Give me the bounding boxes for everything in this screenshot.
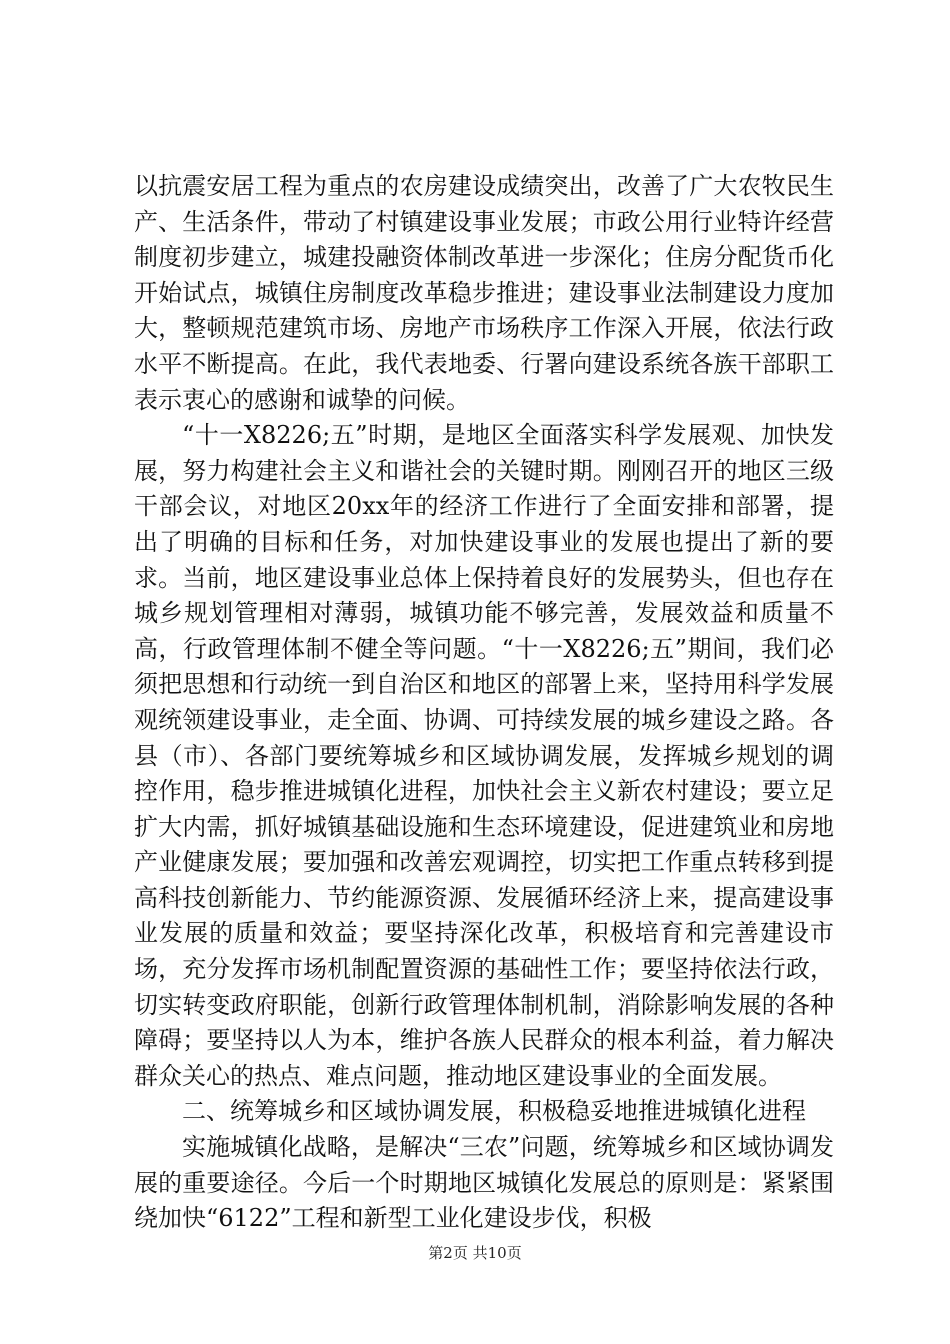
document-body <box>134 169 834 1237</box>
section-heading: 二、统筹城乡和区域协调发展，积极稳妥地推进城镇化进程 <box>182 1097 806 1126</box>
paragraph-urbanization: 实施城镇化战略，是解决“三农”问题，统筹城乡和区域协调发展的重要途径。今后一个时期地区城镇化发展总的原则是：紧紧围绕加快“6122”工程和新型工业化建设步伐，积极 <box>134 1133 834 1233</box>
page-number: 第2页 共10页 <box>428 1244 522 1262</box>
paragraph-continuation: 以抗震安居工程为重点的农房建设成绩突出，改善了广大农牧民生产、生活条件，带动了村镇建设事业发展；市政公用行业特许经营制度初步建立，城建投融资体制改革进一步深化；住房分配货币化开始试点，城镇住房制度改革稳步推进；建设事业法制建设力度加大，整顿规范建筑市场、房地产市场秩序工作深入开展，依法行政水平不断提高。在此，我代表地委、行署向建设系统各族干部职工表示衷心的感谢和诚挚的问候。 <box>134 172 834 414</box>
paragraph-five-year-plan: “十一X8226;五”时期，是地区全面落实科学发展观、加快发展，努力构建社会主义和谐社会的关键时期。刚刚召开的地区三级干部会议，对地区20xx年的经济工作进行了全面安排和部署，提出了明确的目标和任务，对加快建设事业的发展也提出了新的要求。当前，地区建设事业总体上保持着良好的发展势头，但也存在城乡规划管理相对薄弱，城镇功能不够完善，发展效益和质量不高，行政管理体制不健全等问题。“十一X8226;五”期间，我们必须把思想和行动统一到自治区和地区的部署上来，坚持用科学发展观统领建设事业，走全面、协调、可持续发展的城乡建设之路。各县（市）、各部门要统筹城乡和区域协调发展，发挥城乡规划的调控作用，稳步推进城镇化进程，加快社会主义新农村建设；要立足扩大内需，抓好城镇基础设施和生态环境建设，促进建筑业和房地产业健康发展；要加强和改善宏观调控，切实把工作重点转移到提高科技创新能力、节约能源资源、发展循环经济上来，提高建设事业发展的质量和效益；要坚持深化改革，积极培育和完善建设市场，充分发挥市场机制配置资源的基础性工作；要坚持依法行政，切实转变政府职能，创新行政管理体制机制，消除影响发展的各种障碍；要坚持以人为本，维护各族人民群众的根本利益，着力解决群众关心的热点、难点问题，推动地区建设事业的全面发展。 <box>134 421 834 1090</box>
